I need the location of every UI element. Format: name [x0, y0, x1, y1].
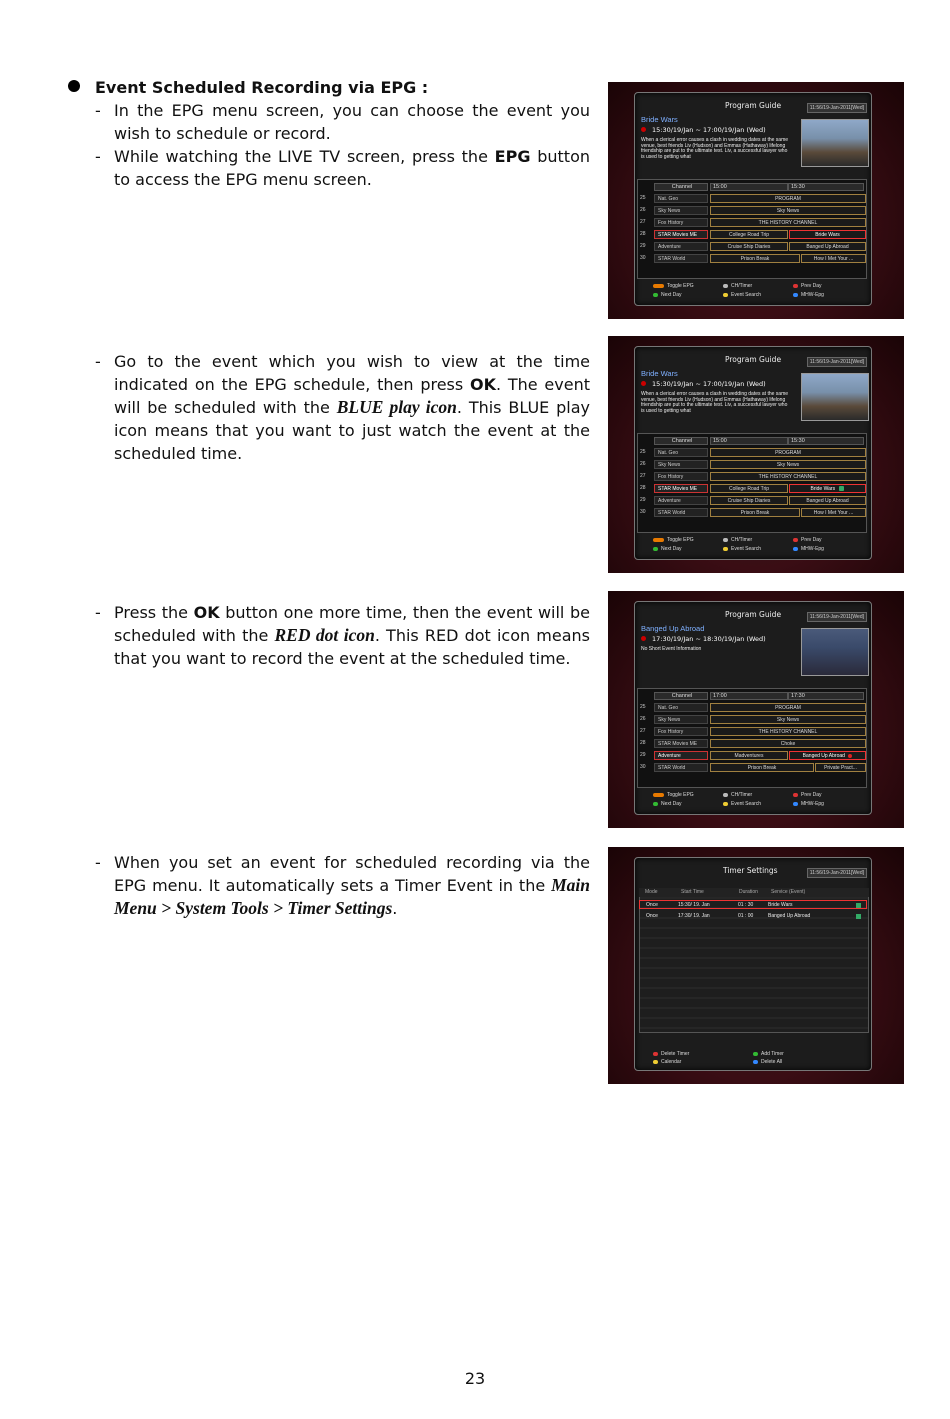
program-cell[interactable]: PROGRAM	[710, 703, 866, 712]
program-cell[interactable]: Banged Up Abroad	[789, 496, 866, 505]
epg-screenshot-3	[608, 591, 904, 828]
program-cell[interactable]: Prison Break	[710, 254, 800, 263]
channel-item[interactable]: STAR Movies ME	[654, 739, 708, 748]
prev-day-label: Prev Day	[801, 283, 822, 289]
channel-item[interactable]: Fox History	[654, 218, 708, 227]
section-heading: Event Scheduled Recording via EPG :	[95, 78, 429, 97]
start-time-header: Start Time	[681, 889, 704, 895]
timer-panel	[634, 857, 872, 1071]
program-cell[interactable]: PROGRAM	[710, 448, 866, 457]
next-day-label: Next Day	[661, 546, 682, 552]
epg-panel	[634, 346, 872, 560]
channel-item[interactable]: STAR Movies ME	[654, 230, 708, 239]
epg-legend	[639, 283, 869, 303]
blue-play-icon	[839, 486, 844, 491]
program-cell[interactable]: THE HISTORY CHANNEL	[710, 218, 866, 227]
channel-num: 25	[640, 195, 646, 201]
channel-num: 30	[640, 764, 646, 770]
channel-item[interactable]: STAR Movies ME	[654, 484, 708, 493]
mhw-epg-label: MHW-Epg	[801, 292, 824, 298]
paragraph-4: - Press the OK button one more time, then the event will be scheduled with the RED dot icon. This RED dot icon means that you want to record the event at the scheduled time.	[95, 603, 590, 668]
channel-item[interactable]: Nat. Geo	[654, 194, 708, 203]
event-time: 15:30/19/Jan ~ 17:00/19/Jan (Wed)	[641, 380, 766, 388]
channel-num: 30	[640, 255, 646, 261]
event-search-label: Event Search	[731, 801, 762, 807]
program-cell[interactable]: Cruise Ship Diaries	[710, 496, 788, 505]
timer-list	[639, 888, 869, 1033]
channel-num: 26	[640, 716, 646, 722]
timer-screenshot	[608, 847, 904, 1084]
bullet-dot	[68, 80, 80, 92]
channel-num: 27	[640, 728, 646, 734]
program-cell[interactable]: How I Met Your ...	[801, 254, 866, 263]
preview-thumbnail	[801, 119, 869, 167]
prev-day-label: Prev Day	[801, 792, 822, 798]
timer-clock: 11:56/19-Jan-2011[Wed]	[807, 868, 867, 878]
channel-num: 30	[640, 509, 646, 515]
epg-title: Program Guide	[725, 355, 782, 364]
program-cell[interactable]: Sky News	[710, 206, 866, 215]
event-description: When a clerical error causes a clash in wedding dates at the same venue, best friends Liv (Hudson) and Emmas (Hathaway) lifelong friendship are put to the ultimate test. Liv, a successful lawyer who is used to getting what	[641, 391, 789, 414]
program-cell[interactable]: Private Pract...	[815, 763, 866, 772]
channel-item[interactable]: STAR World	[654, 763, 708, 772]
mhw-epg-label: MHW-Epg	[801, 801, 824, 807]
program-cell-selected[interactable]: Banged Up Abroad	[789, 751, 866, 760]
ch-timer-label: CH/Timer	[731, 283, 753, 289]
program-cell[interactable]: Madventures	[710, 751, 788, 760]
service-header: Service (Event)	[771, 889, 806, 895]
channel-item[interactable]: Nat. Geo	[654, 703, 708, 712]
preview-thumbnail	[801, 373, 869, 421]
duration-header: Duration	[739, 889, 758, 895]
channel-header: Channel	[654, 437, 708, 445]
program-cell[interactable]: Sky News	[710, 715, 866, 724]
time-col-2: 15:30	[788, 183, 864, 191]
paragraph-1: - In the EPG menu screen, you can choose the event you wish to schedule or record.	[95, 101, 590, 143]
channel-item[interactable]: Fox History	[654, 727, 708, 736]
paragraph-3: - Go to the event which you wish to view at the time indicated on the EPG schedule, then press OK. The event will be scheduled with the BLUE play icon. This BLUE play icon means that you want to just watch the event at the scheduled time.	[95, 352, 591, 463]
channel-num: 29	[640, 752, 646, 758]
program-cell[interactable]: Cruise Ship Diaries	[710, 242, 788, 251]
event-time: 15:30/19/Jan ~ 17:00/19/Jan (Wed)	[641, 126, 766, 134]
channel-item[interactable]: Sky News	[654, 715, 708, 724]
channel-item[interactable]: STAR World	[654, 508, 708, 517]
channel-item[interactable]: Adventure	[654, 751, 708, 760]
channel-item[interactable]: Fox History	[654, 472, 708, 481]
program-cell[interactable]: THE HISTORY CHANNEL	[710, 472, 866, 481]
epg-screenshot-2	[608, 336, 904, 573]
epg-clock: 11:56/19-Jan-2011[Wed]	[807, 103, 867, 113]
epg-legend	[639, 792, 869, 812]
timer-status-icon	[856, 903, 861, 908]
timer-status-icon	[856, 914, 861, 919]
channel-num: 26	[640, 207, 646, 213]
event-time: 17:30/19/Jan ~ 18:30/19/Jan (Wed)	[641, 635, 766, 643]
add-timer-label: Add Timer	[761, 1051, 784, 1057]
ch-timer-label: CH/Timer	[731, 537, 753, 543]
epg-grid	[637, 433, 867, 533]
epg-clock: 11:56/19-Jan-2011[Wed]	[807, 357, 867, 367]
epg-title: Program Guide	[725, 101, 782, 110]
mode-header: Mode	[645, 889, 658, 895]
delete-timer-label: Delete Timer	[661, 1051, 690, 1057]
epg-clock: 11:56/19-Jan-2011[Wed]	[807, 612, 867, 622]
program-cell[interactable]: Banged Up Abroad	[789, 242, 866, 251]
timer-legend	[639, 1051, 869, 1071]
program-cell[interactable]: THE HISTORY CHANNEL	[710, 727, 866, 736]
event-description: When a clerical error causes a clash in wedding dates at the same venue, best friends Liv (Hudson) and Emmas (Hathaway) lifelong friendship are put to the ultimate test. Liv, a successful lawyer who is used to getting what	[641, 137, 789, 160]
event-search-label: Event Search	[731, 546, 762, 552]
channel-num: 29	[640, 497, 646, 503]
time-col-1: 15:00	[710, 183, 788, 191]
program-cell[interactable]: Prison Break	[710, 508, 800, 517]
event-title: Bride Wars	[641, 115, 678, 124]
program-cell[interactable]: How I Met Your ...	[801, 508, 866, 517]
epg-panel	[634, 601, 872, 815]
channel-item[interactable]: Adventure	[654, 496, 708, 505]
channel-num: 28	[640, 231, 646, 237]
ch-timer-label: CH/Timer	[731, 792, 753, 798]
mhw-epg-label: MHW-Epg	[801, 546, 824, 552]
calendar-label: Calendar	[661, 1059, 682, 1065]
preview-thumbnail	[801, 628, 869, 676]
epg-legend	[639, 537, 869, 557]
time-col-2: 17:30	[788, 692, 864, 700]
paragraph-5: - When you set an event for scheduled recording via the EPG menu. It automatically sets a Timer Event in the Main Menu > System Tools > Timer Settings.	[95, 853, 590, 918]
epg-panel	[634, 92, 872, 306]
epg-screenshot-1	[608, 82, 904, 319]
channel-header: Channel	[654, 692, 708, 700]
channel-item[interactable]: STAR World	[654, 254, 708, 263]
channel-num: 27	[640, 473, 646, 479]
page-number: 23	[464, 1369, 486, 1388]
epg-title: Program Guide	[725, 610, 782, 619]
program-cell[interactable]: PROGRAM	[710, 194, 866, 203]
timer-header-row	[639, 888, 869, 897]
timer-title: Timer Settings	[723, 866, 778, 875]
program-cell-selected[interactable]: Bride Wars	[789, 230, 866, 239]
program-cell[interactable]: College Road Trip	[710, 230, 788, 239]
channel-header: Channel	[654, 183, 708, 191]
channel-num: 25	[640, 449, 646, 455]
event-search-label: Event Search	[731, 292, 762, 298]
event-title: Banged Up Abroad	[641, 624, 705, 633]
channel-num: 25	[640, 704, 646, 710]
channel-num: 29	[640, 243, 646, 249]
time-col-1: 15:00	[710, 437, 788, 445]
channel-item[interactable]: Nat. Geo	[654, 448, 708, 457]
program-cell[interactable]: College Road Trip	[710, 484, 788, 493]
channel-num: 28	[640, 740, 646, 746]
next-day-label: Next Day	[661, 292, 682, 298]
toggle-epg-label: Toggle EPG	[667, 792, 694, 798]
time-col-1: 17:00	[710, 692, 788, 700]
program-cell[interactable]: Choke	[710, 739, 866, 748]
event-description: No Short Event Information	[641, 646, 702, 652]
channel-num: 26	[640, 461, 646, 467]
time-col-2: 15:30	[788, 437, 864, 445]
timer-row[interactable]: Once 15:30/ 19. Jan 01 : 30 Bride Wars	[639, 900, 867, 909]
paragraph-2: - While watching the LIVE TV screen, press the EPG button to access the EPG menu screen.	[95, 147, 590, 189]
channel-item[interactable]: Adventure	[654, 242, 708, 251]
prev-day-label: Prev Day	[801, 537, 822, 543]
next-day-label: Next Day	[661, 801, 682, 807]
event-title: Bride Wars	[641, 369, 678, 378]
delete-all-label: Delete All	[761, 1059, 783, 1065]
toggle-epg-label: Toggle EPG	[667, 283, 694, 289]
red-dot-icon	[848, 754, 852, 758]
epg-grid	[637, 688, 867, 788]
program-cell[interactable]: Sky News	[710, 460, 866, 469]
program-cell[interactable]: Prison Break	[710, 763, 814, 772]
channel-item[interactable]: Sky News	[654, 206, 708, 215]
epg-grid	[637, 179, 867, 279]
timer-row[interactable]: Once 17:30/ 19. Jan 01 : 00 Banged Up Abroad	[639, 911, 867, 920]
toggle-epg-label: Toggle EPG	[667, 537, 694, 543]
channel-item[interactable]: Sky News	[654, 460, 708, 469]
program-cell-selected[interactable]: Bride Wars	[789, 484, 866, 493]
channel-num: 28	[640, 485, 646, 491]
channel-num: 27	[640, 219, 646, 225]
